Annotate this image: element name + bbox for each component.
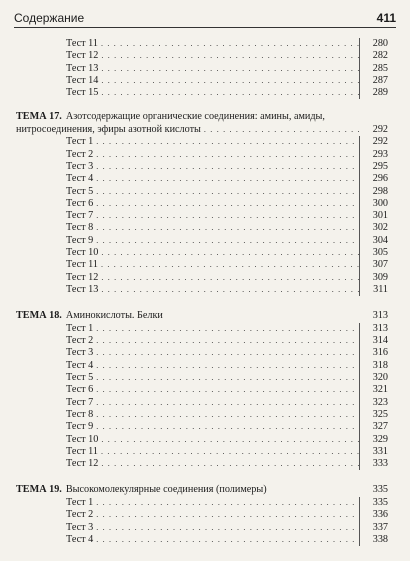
test-page: 293	[372, 148, 388, 160]
running-head	[14, 6, 396, 28]
leader-dots	[101, 50, 360, 62]
test-label: Тест 8	[66, 408, 94, 420]
toc-entry-test[interactable]	[16, 259, 388, 271]
theme-heading-cont	[16, 124, 388, 136]
test-page: 302	[372, 222, 388, 234]
test-page: 323	[372, 396, 388, 408]
test-list	[16, 323, 388, 471]
toc-entry-test[interactable]	[16, 75, 388, 87]
leader-dots	[96, 384, 360, 396]
leader-dots	[96, 136, 360, 148]
test-label: Тест 9	[66, 234, 94, 246]
test-page: 285	[372, 62, 388, 74]
leader-dots	[96, 509, 360, 521]
test-page: 282	[372, 50, 388, 62]
test-label: Тест 1	[66, 136, 94, 148]
test-page: 333	[372, 458, 388, 470]
leader-dots	[96, 198, 360, 210]
leader-dots	[101, 75, 360, 87]
test-list	[16, 38, 388, 99]
leader-dots	[96, 360, 360, 372]
leader-dots	[101, 446, 360, 458]
leader-dots	[96, 149, 360, 161]
test-label: Тест 2	[66, 509, 94, 521]
leader-dots	[96, 372, 360, 384]
toc-entry-test[interactable]	[16, 161, 388, 173]
toc-entry-test[interactable]	[16, 323, 388, 335]
theme-title-cont: нитросоединения, эфиры азотной кислоты	[16, 124, 201, 136]
test-label: Тест 3	[66, 347, 94, 359]
test-page: 337	[372, 521, 388, 533]
toc-entry-test[interactable]	[16, 335, 388, 347]
test-page: 292	[372, 136, 388, 148]
leader-dots	[96, 173, 360, 185]
toc-entry-test[interactable]	[16, 222, 388, 234]
toc-section	[16, 310, 388, 470]
toc-section	[16, 484, 388, 546]
theme-heading[interactable]	[16, 484, 388, 497]
test-label: Тест 11	[66, 445, 98, 457]
page-number: 411	[376, 11, 396, 25]
test-page: 307	[372, 259, 388, 271]
leader-dots	[96, 347, 360, 359]
test-page: 320	[372, 372, 388, 384]
test-page: 331	[372, 445, 388, 457]
leader-dots	[101, 259, 360, 271]
theme-page: 313	[372, 310, 388, 322]
toc-entry-test[interactable]	[16, 247, 388, 259]
theme-title: Аминокислоты. Белки	[65, 310, 163, 322]
page-column-rule	[359, 323, 360, 471]
leader-dots	[96, 210, 360, 222]
test-page: 295	[372, 160, 388, 172]
test-label: Тест 10	[66, 247, 99, 259]
toc-section	[16, 111, 388, 296]
theme-heading[interactable]	[16, 310, 388, 323]
toc-entry-test[interactable]	[16, 497, 388, 509]
test-page: 287	[372, 74, 388, 86]
test-label: Тест 11	[66, 38, 98, 49]
theme-page: 335	[372, 484, 388, 496]
theme-page: 292	[372, 124, 388, 136]
toc-entry-test[interactable]	[16, 63, 388, 75]
test-label: Тест 2	[66, 335, 94, 347]
leader-dots	[96, 497, 360, 509]
leader-dots	[96, 161, 360, 173]
theme-number: ТЕМА 18.	[16, 310, 62, 322]
leader-dots	[101, 247, 360, 259]
leader-dots	[101, 434, 360, 446]
page-column-rule	[359, 497, 360, 546]
test-label: Тест 1	[66, 322, 94, 334]
toc-entry-test[interactable]	[16, 347, 388, 359]
toc-entry-test[interactable]	[16, 136, 388, 148]
toc-entry-test[interactable]	[16, 434, 388, 446]
leader-dots	[96, 522, 360, 534]
leader-dots	[96, 222, 360, 234]
toc-entry-test[interactable]	[16, 360, 388, 372]
test-page: 280	[372, 38, 388, 49]
leader-dots	[96, 409, 360, 421]
test-page: 289	[372, 87, 388, 99]
test-page: 305	[372, 247, 388, 259]
test-label: Тест 13	[66, 283, 99, 295]
toc-entry-test[interactable]	[16, 235, 388, 247]
test-page: 335	[372, 496, 388, 508]
leader-dots	[96, 323, 360, 335]
test-page: 314	[372, 335, 388, 347]
leader-dots	[96, 397, 360, 409]
test-page: 296	[372, 173, 388, 185]
test-page: 298	[372, 185, 388, 197]
running-head-title: Содержание	[14, 11, 85, 25]
test-label: Тест 3	[66, 521, 94, 533]
test-label: Тест 12	[66, 50, 99, 62]
table-of-contents	[16, 38, 388, 546]
test-page: 313	[372, 322, 388, 334]
test-label: Тест 6	[66, 384, 94, 396]
theme-title: Высокомолекулярные соединения (полимеры)	[65, 484, 267, 496]
leader-dots	[101, 272, 360, 284]
toc-entry-test[interactable]	[16, 186, 388, 198]
test-page: 321	[372, 384, 388, 396]
toc-entry-test[interactable]	[16, 38, 388, 50]
toc-entry-test[interactable]	[16, 522, 388, 534]
test-page: 311	[373, 283, 388, 295]
test-label: Тест 13	[66, 62, 99, 74]
page-column-rule	[359, 38, 360, 99]
test-list	[16, 136, 388, 296]
test-page: 301	[372, 210, 388, 222]
test-page: 316	[372, 347, 388, 359]
test-label: Тест 9	[66, 421, 94, 433]
theme-number: ТЕМА 17.	[16, 111, 62, 123]
toc-entry-test[interactable]	[16, 210, 388, 222]
test-page: 300	[372, 197, 388, 209]
leader-dots	[96, 421, 360, 433]
test-page: 338	[372, 533, 388, 545]
toc-entry-test[interactable]	[16, 446, 388, 458]
test-page: 318	[372, 359, 388, 371]
toc-entry-test[interactable]	[16, 409, 388, 421]
toc-entry-test[interactable]	[16, 384, 388, 396]
test-label: Тест 11	[66, 259, 98, 271]
test-label: Тест 5	[66, 372, 94, 384]
toc-entry-test[interactable]	[16, 284, 388, 296]
test-label: Тест 7	[66, 210, 94, 222]
page-column-rule	[359, 136, 360, 296]
test-page: 309	[372, 271, 388, 283]
test-label: Тест 3	[66, 160, 94, 172]
leader-dots	[101, 458, 360, 470]
test-label: Тест 1	[66, 496, 94, 508]
test-label: Тест 12	[66, 458, 99, 470]
test-label: Тест 2	[66, 148, 94, 160]
test-page: 304	[372, 234, 388, 246]
toc-entry-test[interactable]	[16, 87, 388, 99]
test-label: Тест 4	[66, 173, 94, 185]
leader-dots	[101, 38, 360, 50]
toc-entry-test[interactable]	[16, 198, 388, 210]
leader-dots	[101, 63, 360, 75]
test-page: 325	[372, 408, 388, 420]
test-label: Тест 14	[66, 74, 99, 86]
leader-dots	[96, 335, 360, 347]
test-page: 336	[372, 509, 388, 521]
toc-entry-test[interactable]	[16, 421, 388, 433]
test-label: Тест 6	[66, 197, 94, 209]
toc-section	[16, 38, 388, 99]
toc-entry-test[interactable]	[16, 173, 388, 185]
test-label: Тест 4	[66, 359, 94, 371]
test-list	[16, 497, 388, 546]
leader-dots	[101, 87, 360, 99]
toc-entry-test[interactable]	[16, 534, 388, 546]
toc-entry-test[interactable]	[16, 397, 388, 409]
leader-dots	[96, 534, 360, 546]
leader-dots	[96, 235, 360, 247]
test-label: Тест 10	[66, 433, 99, 445]
test-label: Тест 7	[66, 396, 94, 408]
theme-heading[interactable]	[16, 111, 388, 124]
toc-entry-test[interactable]	[16, 50, 388, 62]
toc-entry-test[interactable]	[16, 509, 388, 521]
test-label: Тест 4	[66, 533, 94, 545]
test-label: Тест 12	[66, 271, 99, 283]
test-page: 329	[372, 433, 388, 445]
leader-dots	[101, 284, 360, 296]
test-label: Тест 15	[66, 87, 99, 99]
toc-entry-test[interactable]	[16, 149, 388, 161]
leader-dots	[204, 124, 360, 136]
leader-dots	[96, 186, 360, 198]
test-page: 327	[372, 421, 388, 433]
theme-number: ТЕМА 19.	[16, 484, 62, 496]
toc-entry-test[interactable]	[16, 458, 388, 470]
theme-title: Азотсодержащие органические соединения: амины, амиды,	[65, 111, 325, 123]
test-label: Тест 5	[66, 185, 94, 197]
toc-entry-test[interactable]	[16, 272, 388, 284]
toc-entry-test[interactable]	[16, 372, 388, 384]
test-label: Тест 8	[66, 222, 94, 234]
